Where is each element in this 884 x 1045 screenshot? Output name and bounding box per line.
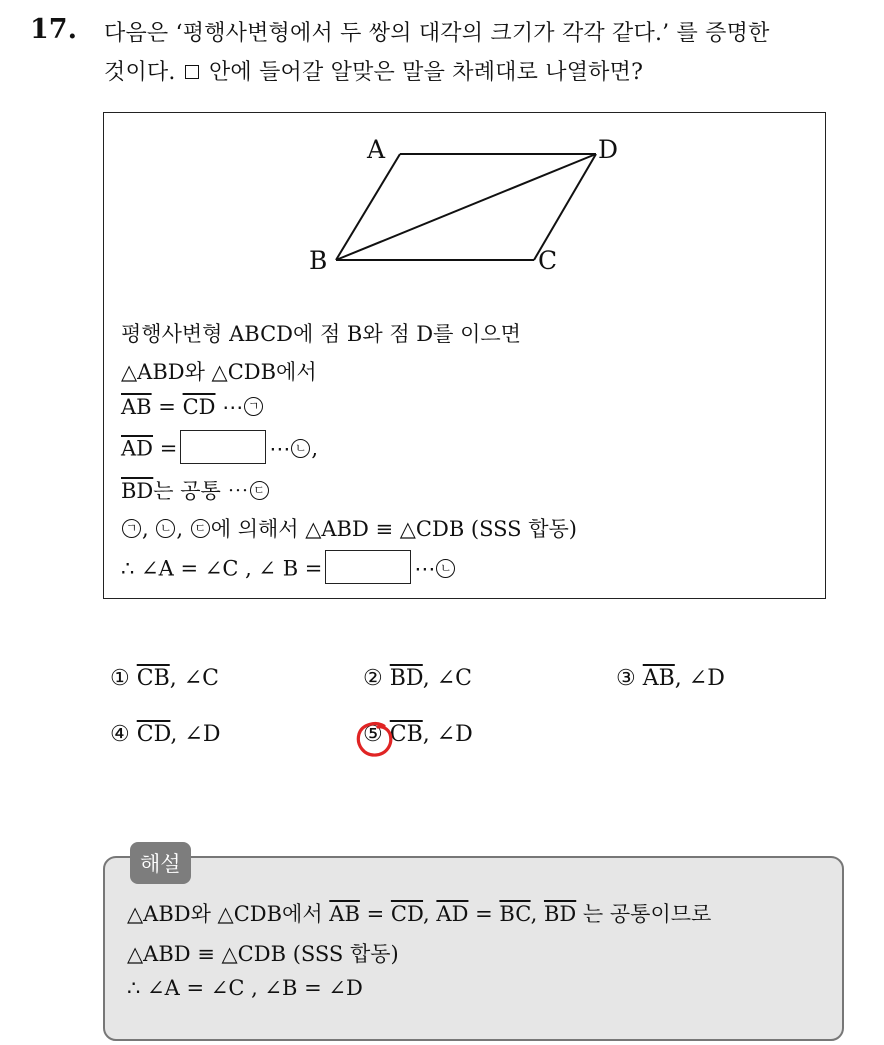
circled-mark-n: ㄴ bbox=[291, 439, 310, 458]
vertex-label-c: C bbox=[538, 246, 558, 275]
circled-mark-n: ㄴ bbox=[436, 559, 455, 578]
proof-line-3: $\overline{AB} = \overline{CD}$ ⋯ ㄱ bbox=[121, 395, 264, 419]
explanation-tag: 해설 bbox=[130, 842, 191, 884]
choice-4[interactable]: ④ $\overline{CD}$, ∠D bbox=[110, 722, 221, 747]
explanation-line-1: △ABD와 △CDB에서 $\overline{AB} = \overline{CD}$, $\overline{AD} = \overline{BC}$, $\overline{BD}$ 는 공통이므로 bbox=[127, 902, 712, 926]
question-text-line2 bbox=[104, 55, 643, 86]
choice-3[interactable]: ③ $\overline{AB}$, ∠D bbox=[616, 666, 725, 691]
proof-line-6: ㄱ , ㄴ , ㄷ 에 의해서 △ABD ≡ △CDB (SSS 합동) bbox=[121, 513, 577, 543]
segment-ad: $\overline{AD}$ bbox=[121, 436, 154, 461]
circled-mark-d: ㄷ bbox=[250, 481, 269, 500]
circled-mark-d: ㄷ bbox=[191, 519, 210, 538]
diagonal-bd bbox=[336, 154, 596, 260]
answer-blank-1[interactable] bbox=[180, 430, 266, 464]
choice-1[interactable]: ① $\overline{CB}$, ∠C bbox=[110, 666, 219, 691]
choice-number: ① bbox=[110, 666, 130, 691]
segment-bd: $\overline{BD}$ bbox=[121, 479, 154, 503]
choice-number: ⑤ bbox=[363, 722, 383, 747]
blank-square-icon bbox=[185, 65, 199, 79]
explanation-line-3: ∴ ∠A = ∠C , ∠B = ∠D bbox=[127, 976, 363, 1000]
question-text-suffix: 안에 들어갈 알맞은 말을 차례대로 나열하면? bbox=[208, 60, 644, 85]
question-text-prefix: 것이다. bbox=[104, 60, 176, 85]
question-number: 17. bbox=[30, 14, 77, 45]
proof-box bbox=[103, 112, 826, 599]
answer-blank-2[interactable] bbox=[325, 550, 411, 584]
choice-5[interactable]: ⑤ $\overline{CB}$, ∠D bbox=[363, 722, 473, 747]
proof-line-7: ∴ ∠A = ∠C , ∠ B = ⋯ ㄴ bbox=[121, 553, 456, 587]
proof-line-2: △ABD와 △CDB에서 bbox=[121, 360, 317, 384]
vertex-label-b: B bbox=[309, 246, 328, 275]
segment-ab: $\overline{AB}$ bbox=[121, 395, 152, 419]
proof-line-1: 평행사변형 ABCD에 점 B와 점 D를 이으면 bbox=[121, 322, 521, 346]
answer-circle-mark-icon bbox=[354, 720, 396, 760]
proof-line-5: $\overline{BD}$는 공통 ⋯ ㄷ bbox=[121, 475, 270, 505]
side-dc bbox=[534, 154, 596, 260]
circled-mark-g: ㄱ bbox=[122, 519, 141, 538]
explanation-box bbox=[103, 856, 844, 1041]
explanation-line-2: △ABD ≡ △CDB (SSS 합동) bbox=[127, 942, 399, 966]
choice-number: ② bbox=[363, 666, 383, 691]
proof-line-4: $\overline{AD}$ = ⋯ ㄴ , bbox=[121, 433, 318, 467]
choice-2[interactable]: ② $\overline{BD}$, ∠C bbox=[363, 666, 473, 691]
choice-number: ③ bbox=[616, 666, 636, 691]
choice-number: ④ bbox=[110, 722, 130, 747]
vertex-label-a: A bbox=[367, 135, 386, 164]
side-ab bbox=[336, 154, 400, 260]
segment-cd: $\overline{CD}$ bbox=[182, 395, 216, 419]
circled-mark-n: ㄴ bbox=[156, 519, 175, 538]
question-text-line1: 다음은 ‘평행사변형에서 두 쌍의 대각의 크기가 각각 같다.’ 를 증명한 bbox=[104, 21, 770, 46]
circled-mark-g: ㄱ bbox=[244, 397, 263, 416]
parallelogram-figure bbox=[104, 113, 827, 293]
vertex-label-d: D bbox=[598, 135, 619, 164]
